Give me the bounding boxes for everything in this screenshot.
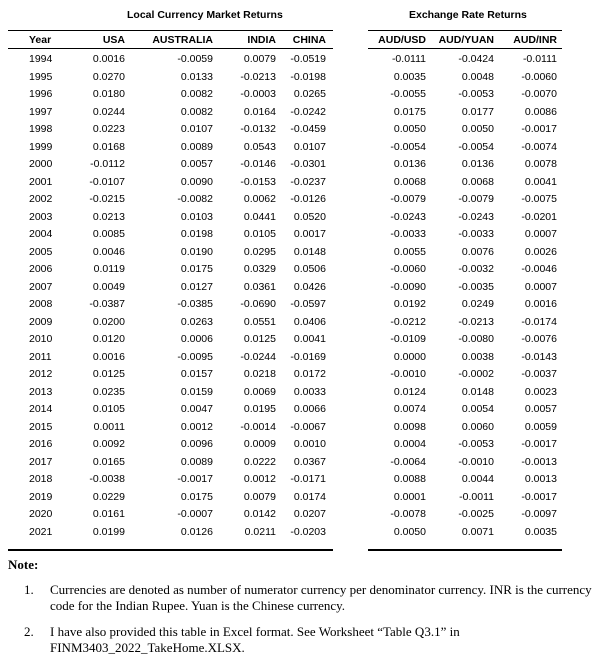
cell-year: 2005 bbox=[29, 245, 53, 258]
cell-australia: 0.0082 bbox=[180, 105, 213, 118]
cell-china: 0.0265 bbox=[293, 88, 326, 100]
cell-year: 2018 bbox=[29, 473, 53, 485]
table-row bbox=[0, 227, 612, 244]
cell-australia: 0.0190 bbox=[180, 245, 213, 258]
cell-aud-inr: 0.0013 bbox=[524, 473, 557, 485]
table-row bbox=[0, 367, 612, 384]
cell-aud-inr: 0.0016 bbox=[524, 298, 557, 310]
cell-year: 2020 bbox=[29, 508, 53, 520]
cell-usa: 0.0119 bbox=[93, 263, 125, 275]
table-row bbox=[0, 315, 612, 332]
note-item bbox=[8, 582, 604, 614]
cell-aud-usd: -0.0054 bbox=[390, 140, 426, 153]
cell-aud-usd: 0.0136 bbox=[393, 158, 426, 170]
cell-aud-usd: 0.0050 bbox=[393, 123, 426, 135]
table-row bbox=[0, 105, 612, 122]
cell-aud-yuan: -0.0002 bbox=[458, 368, 494, 380]
cell-india: 0.0079 bbox=[243, 490, 276, 503]
cell-australia: 0.0006 bbox=[180, 333, 213, 345]
top-rule-local bbox=[8, 30, 333, 31]
cell-aud-usd: 0.0192 bbox=[393, 298, 426, 310]
cell-usa: 0.0213 bbox=[92, 210, 125, 223]
cell-india: -0.0690 bbox=[240, 298, 276, 310]
cell-australia: -0.0007 bbox=[177, 508, 213, 520]
cell-australia: 0.0096 bbox=[180, 438, 213, 450]
cell-usa: 0.0085 bbox=[92, 228, 125, 240]
cell-australia: 0.0263 bbox=[180, 315, 213, 328]
cell-year: 2017 bbox=[29, 455, 53, 468]
cell-usa: 0.0105 bbox=[92, 403, 125, 415]
cell-aud-usd: -0.0033 bbox=[390, 228, 426, 240]
cell-aud-yuan: -0.0053 bbox=[458, 438, 494, 450]
cell-australia: 0.0157 bbox=[180, 368, 213, 380]
cell-aud-yuan: -0.0035 bbox=[458, 280, 494, 293]
cell-aud-yuan: -0.0010 bbox=[458, 455, 494, 468]
cell-aud-usd: 0.0050 bbox=[393, 525, 426, 538]
cell-aud-yuan: -0.0213 bbox=[458, 315, 494, 328]
table-row bbox=[0, 245, 612, 262]
cell-year: 2003 bbox=[29, 210, 53, 223]
table-row bbox=[0, 420, 612, 437]
cell-china: -0.0171 bbox=[290, 473, 326, 485]
cell-australia: 0.0126 bbox=[180, 525, 213, 538]
cell-year: 2004 bbox=[29, 228, 53, 240]
table-row bbox=[0, 297, 612, 314]
cell-india: 0.0125 bbox=[243, 333, 276, 345]
cell-usa: 0.0046 bbox=[92, 245, 125, 258]
table-row bbox=[0, 122, 612, 139]
cell-aud-inr: 0.0078 bbox=[524, 158, 557, 170]
cell-aud-usd: 0.0000 bbox=[393, 350, 426, 363]
cell-china: 0.0010 bbox=[293, 438, 326, 450]
cell-china: -0.0237 bbox=[290, 175, 326, 188]
cell-aud-inr: -0.0013 bbox=[521, 455, 557, 468]
table-row bbox=[0, 192, 612, 209]
cell-india: -0.0014 bbox=[240, 420, 276, 433]
cell-aud-inr: -0.0017 bbox=[521, 123, 557, 135]
cell-aud-usd: 0.0175 bbox=[393, 105, 426, 118]
cell-aud-usd: 0.0068 bbox=[393, 175, 426, 188]
cell-aud-usd: 0.0004 bbox=[393, 438, 426, 450]
cell-china: 0.0172 bbox=[293, 368, 326, 380]
note-number: 1. bbox=[24, 582, 34, 597]
cell-aud-inr: -0.0017 bbox=[521, 490, 557, 503]
cell-aud-inr: 0.0023 bbox=[524, 385, 557, 398]
table-row bbox=[0, 175, 612, 192]
cell-china: 0.0041 bbox=[293, 333, 326, 345]
cell-aud-yuan: 0.0249 bbox=[461, 298, 494, 310]
cell-aud-usd: 0.0074 bbox=[393, 403, 426, 415]
cell-australia: 0.0175 bbox=[180, 490, 213, 503]
cell-india: 0.0142 bbox=[243, 508, 276, 520]
cell-australia: 0.0107 bbox=[180, 123, 213, 135]
notes-title: Note: bbox=[8, 557, 39, 572]
cell-australia: -0.0082 bbox=[177, 193, 213, 205]
cell-aud-inr: -0.0070 bbox=[521, 88, 557, 100]
cell-aud-usd: -0.0060 bbox=[390, 263, 426, 275]
cell-india: 0.0012 bbox=[243, 473, 276, 485]
cell-year: 1997 bbox=[29, 105, 53, 118]
cell-year: 2002 bbox=[29, 193, 53, 205]
cell-usa: 0.0223 bbox=[92, 123, 125, 135]
cell-aud-inr: -0.0074 bbox=[521, 140, 557, 153]
cell-australia: -0.0095 bbox=[177, 350, 213, 363]
cell-usa: 0.0168 bbox=[92, 140, 125, 153]
cell-aud-yuan: 0.0060 bbox=[461, 420, 494, 433]
cell-aud-yuan: 0.0038 bbox=[461, 350, 494, 363]
cell-year: 2007 bbox=[29, 280, 53, 293]
cell-aud-yuan: -0.0080 bbox=[458, 333, 494, 345]
cell-china: 0.0506 bbox=[293, 263, 326, 275]
cell-usa: -0.0387 bbox=[89, 298, 125, 310]
note-text: Currencies are denoted as number of numerator currency per denominator currency. INR is the currency code for the Indian Rupee. Yuan is the Chinese currency. bbox=[50, 582, 592, 613]
cell-china: -0.0169 bbox=[290, 350, 326, 363]
cell-china: 0.0406 bbox=[293, 315, 326, 328]
table-row bbox=[0, 140, 612, 157]
cell-china: 0.0033 bbox=[293, 385, 326, 398]
cell-aud-inr: -0.0097 bbox=[521, 508, 557, 520]
cell-australia: 0.0090 bbox=[180, 175, 213, 188]
cell-aud-usd: -0.0010 bbox=[390, 368, 426, 380]
cell-aud-inr: 0.0086 bbox=[524, 105, 557, 118]
cell-australia: 0.0127 bbox=[180, 280, 213, 293]
cell-aud-inr: -0.0075 bbox=[521, 193, 557, 205]
cell-aud-usd: 0.0088 bbox=[393, 473, 426, 485]
cell-australia: 0.0133 bbox=[180, 70, 213, 83]
cell-australia: 0.0012 bbox=[180, 420, 213, 433]
cell-usa: 0.0016 bbox=[92, 53, 125, 65]
table-row bbox=[0, 385, 612, 402]
header-rule-local bbox=[8, 48, 333, 49]
cell-aud-usd: -0.0090 bbox=[390, 280, 426, 293]
cell-australia: 0.0082 bbox=[180, 88, 213, 100]
bottom-rule-local bbox=[8, 549, 333, 551]
cell-india: -0.0132 bbox=[240, 123, 276, 135]
local-returns-group-title: Local Currency Market Returns bbox=[127, 9, 283, 21]
table-row bbox=[0, 402, 612, 419]
header-usa: USA bbox=[102, 34, 125, 46]
fx-returns-group-title: Exchange Rate Returns bbox=[409, 9, 527, 21]
cell-aud-usd: -0.0109 bbox=[390, 333, 426, 345]
cell-aud-yuan: -0.0424 bbox=[458, 53, 494, 65]
header-aud-inr: AUD/INR bbox=[513, 34, 557, 46]
header-year: Year bbox=[29, 34, 52, 46]
cell-usa: 0.0011 bbox=[93, 420, 125, 433]
cell-australia: 0.0198 bbox=[180, 228, 213, 240]
cell-year: 2015 bbox=[29, 420, 53, 433]
cell-aud-usd: 0.0055 bbox=[393, 245, 426, 258]
cell-aud-inr: -0.0037 bbox=[521, 368, 557, 380]
table-row bbox=[0, 437, 612, 454]
cell-usa: 0.0125 bbox=[92, 368, 125, 380]
cell-aud-yuan: 0.0136 bbox=[461, 158, 494, 170]
table-row bbox=[0, 210, 612, 227]
cell-year: 2009 bbox=[29, 315, 53, 328]
notes-section bbox=[8, 557, 604, 656]
cell-australia: -0.0017 bbox=[177, 473, 213, 485]
cell-usa: 0.0049 bbox=[92, 280, 125, 293]
cell-year: 2021 bbox=[29, 525, 53, 538]
cell-aud-yuan: -0.0011 bbox=[459, 490, 494, 503]
cell-usa: 0.0199 bbox=[92, 525, 125, 538]
cell-year: 1996 bbox=[29, 88, 53, 100]
cell-aud-yuan: 0.0148 bbox=[461, 385, 494, 398]
cell-aud-yuan: 0.0177 bbox=[461, 105, 494, 118]
cell-aud-inr: -0.0076 bbox=[521, 333, 557, 345]
cell-india: 0.0079 bbox=[243, 53, 276, 65]
cell-india: 0.0329 bbox=[243, 263, 276, 275]
cell-year: 2016 bbox=[29, 438, 53, 450]
table-row bbox=[0, 455, 612, 472]
cell-usa: 0.0161 bbox=[92, 508, 125, 520]
table-row bbox=[0, 472, 612, 489]
cell-aud-yuan: 0.0071 bbox=[461, 525, 494, 538]
table-row bbox=[0, 332, 612, 349]
cell-aud-yuan: 0.0076 bbox=[461, 245, 494, 258]
cell-china: -0.0597 bbox=[290, 298, 326, 310]
cell-aud-yuan: -0.0032 bbox=[458, 263, 494, 275]
header-aud-yuan: AUD/YUAN bbox=[438, 34, 494, 46]
cell-usa: 0.0165 bbox=[92, 455, 125, 468]
cell-aud-inr: 0.0059 bbox=[524, 420, 557, 433]
cell-aud-yuan: 0.0068 bbox=[461, 175, 494, 188]
cell-aud-yuan: 0.0050 bbox=[461, 123, 494, 135]
cell-india: 0.0069 bbox=[243, 385, 276, 398]
cell-china: 0.0174 bbox=[293, 490, 326, 503]
cell-india: 0.0295 bbox=[243, 245, 276, 258]
cell-usa: 0.0180 bbox=[92, 88, 125, 100]
cell-australia: 0.0089 bbox=[180, 455, 213, 468]
cell-china: -0.0067 bbox=[290, 420, 326, 433]
cell-aud-yuan: 0.0048 bbox=[461, 70, 494, 83]
cell-india: 0.0222 bbox=[243, 455, 276, 468]
cell-aud-inr: 0.0007 bbox=[524, 228, 557, 240]
cell-china: -0.0301 bbox=[290, 158, 326, 170]
cell-india: 0.0361 bbox=[243, 280, 276, 293]
header-rule-fx bbox=[368, 48, 562, 49]
cell-australia: -0.0385 bbox=[177, 298, 213, 310]
cell-aud-inr: -0.0017 bbox=[521, 438, 557, 450]
cell-aud-yuan: -0.0079 bbox=[458, 193, 494, 205]
cell-aud-usd: -0.0243 bbox=[390, 210, 426, 223]
cell-year: 2008 bbox=[29, 298, 53, 310]
cell-china: -0.0242 bbox=[290, 105, 326, 118]
cell-china: 0.0207 bbox=[293, 508, 326, 520]
cell-aud-yuan: -0.0053 bbox=[458, 88, 494, 100]
cell-usa: -0.0107 bbox=[89, 175, 125, 188]
cell-usa: 0.0244 bbox=[92, 105, 125, 118]
table-row bbox=[0, 87, 612, 104]
cell-china: 0.0107 bbox=[293, 140, 326, 153]
cell-aud-inr: -0.0201 bbox=[521, 210, 557, 223]
cell-china: 0.0148 bbox=[293, 245, 326, 258]
cell-aud-inr: 0.0057 bbox=[524, 403, 557, 415]
cell-year: 1999 bbox=[29, 140, 53, 153]
table-row bbox=[0, 525, 612, 542]
cell-year: 2013 bbox=[29, 385, 53, 398]
cell-aud-inr: -0.0111 bbox=[522, 53, 557, 65]
cell-year: 2019 bbox=[29, 490, 53, 503]
header-china: CHINA bbox=[292, 34, 326, 46]
table-row bbox=[0, 490, 612, 507]
table-row bbox=[0, 280, 612, 297]
cell-aud-inr: -0.0174 bbox=[521, 315, 557, 328]
cell-china: -0.0519 bbox=[290, 53, 326, 65]
cell-aud-inr: 0.0026 bbox=[524, 245, 557, 258]
table-row bbox=[0, 350, 612, 367]
cell-india: 0.0164 bbox=[243, 105, 276, 118]
note-text: I have also provided this table in Excel format. See Worksheet “Table Q3.1” in FINM3403_2022_TakeHome.XLSX. bbox=[50, 624, 460, 655]
note-item bbox=[8, 624, 604, 656]
table-row bbox=[0, 507, 612, 524]
cell-usa: 0.0229 bbox=[92, 490, 125, 503]
cell-year: 1995 bbox=[29, 70, 53, 83]
cell-aud-yuan: -0.0025 bbox=[458, 508, 494, 520]
cell-year: 2006 bbox=[29, 263, 53, 275]
header-india: INDIA bbox=[247, 34, 276, 46]
cell-usa: -0.0038 bbox=[89, 473, 125, 485]
cell-aud-usd: -0.0064 bbox=[390, 455, 426, 468]
cell-aud-inr: -0.0046 bbox=[521, 263, 557, 275]
cell-china: 0.0426 bbox=[293, 280, 326, 293]
cell-aud-yuan: -0.0243 bbox=[458, 210, 494, 223]
cell-aud-usd: 0.0001 bbox=[393, 490, 426, 503]
cell-india: 0.0211 bbox=[244, 525, 276, 538]
cell-china: -0.0126 bbox=[290, 193, 326, 205]
bottom-rule-fx bbox=[368, 549, 562, 551]
cell-year: 2011 bbox=[29, 350, 52, 363]
table-row bbox=[0, 157, 612, 174]
header-aud-usd: AUD/USD bbox=[378, 34, 426, 46]
cell-aud-usd: 0.0124 bbox=[393, 385, 426, 398]
cell-year: 2014 bbox=[29, 403, 53, 415]
cell-year: 2001 bbox=[29, 175, 53, 188]
cell-india: -0.0003 bbox=[240, 88, 276, 100]
cell-china: -0.0459 bbox=[290, 123, 326, 135]
cell-india: -0.0244 bbox=[240, 350, 276, 363]
cell-aud-usd: -0.0078 bbox=[390, 508, 426, 520]
cell-china: 0.0066 bbox=[293, 403, 326, 415]
note-number: 2. bbox=[24, 624, 34, 639]
cell-aud-usd: 0.0098 bbox=[393, 420, 426, 433]
cell-usa: 0.0270 bbox=[92, 70, 125, 83]
cell-aud-usd: -0.0212 bbox=[390, 315, 426, 328]
cell-aud-inr: -0.0060 bbox=[521, 70, 557, 83]
cell-usa: 0.0120 bbox=[92, 333, 125, 345]
cell-aud-inr: 0.0041 bbox=[524, 175, 557, 188]
cell-india: 0.0105 bbox=[243, 228, 276, 240]
cell-year: 1994 bbox=[29, 53, 53, 65]
cell-aud-yuan: -0.0033 bbox=[458, 228, 494, 240]
cell-usa: 0.0016 bbox=[92, 350, 125, 363]
cell-usa: 0.0200 bbox=[92, 315, 125, 328]
cell-india: -0.0146 bbox=[240, 158, 276, 170]
cell-china: -0.0198 bbox=[290, 70, 326, 83]
cell-year: 2000 bbox=[29, 158, 53, 170]
cell-year: 2010 bbox=[29, 333, 53, 345]
cell-usa: 0.0235 bbox=[92, 385, 125, 398]
cell-australia: 0.0089 bbox=[180, 140, 213, 153]
cell-india: 0.0551 bbox=[243, 315, 276, 328]
cell-year: 2012 bbox=[29, 368, 53, 380]
cell-india: -0.0153 bbox=[240, 175, 276, 188]
cell-aud-inr: 0.0035 bbox=[524, 525, 557, 538]
cell-aud-usd: 0.0035 bbox=[393, 70, 426, 83]
table-row bbox=[0, 70, 612, 87]
cell-aud-usd: -0.0111 bbox=[391, 53, 426, 65]
cell-china: -0.0203 bbox=[290, 525, 326, 538]
cell-india: 0.0009 bbox=[243, 438, 276, 450]
cell-aud-yuan: -0.0054 bbox=[458, 140, 494, 153]
header-australia: AUSTRALIA bbox=[152, 34, 213, 46]
cell-india: 0.0195 bbox=[243, 403, 276, 415]
cell-australia: 0.0175 bbox=[180, 263, 213, 275]
cell-australia: 0.0103 bbox=[180, 210, 213, 223]
cell-usa: -0.0112 bbox=[90, 158, 125, 170]
cell-australia: -0.0059 bbox=[177, 53, 213, 65]
cell-aud-usd: -0.0079 bbox=[390, 193, 426, 205]
cell-year: 1998 bbox=[29, 123, 53, 135]
cell-china: 0.0367 bbox=[293, 455, 326, 468]
table-row bbox=[0, 262, 612, 279]
cell-aud-yuan: 0.0044 bbox=[461, 473, 494, 485]
table-row bbox=[0, 52, 612, 69]
cell-india: -0.0213 bbox=[240, 70, 276, 83]
cell-india: 0.0441 bbox=[243, 210, 276, 223]
cell-australia: 0.0047 bbox=[180, 403, 213, 415]
cell-india: 0.0062 bbox=[243, 193, 276, 205]
top-rule-fx bbox=[368, 30, 562, 31]
cell-usa: -0.0215 bbox=[89, 193, 125, 205]
cell-aud-inr: -0.0143 bbox=[521, 350, 557, 363]
cell-aud-inr: 0.0007 bbox=[524, 280, 557, 293]
cell-australia: 0.0057 bbox=[180, 158, 213, 170]
cell-aud-yuan: 0.0054 bbox=[461, 403, 494, 415]
cell-china: 0.0520 bbox=[293, 210, 326, 223]
cell-china: 0.0017 bbox=[293, 228, 326, 240]
cell-australia: 0.0159 bbox=[180, 385, 213, 398]
cell-india: 0.0543 bbox=[243, 140, 276, 153]
cell-india: 0.0218 bbox=[243, 368, 276, 380]
cell-aud-usd: -0.0055 bbox=[390, 88, 426, 100]
cell-usa: 0.0092 bbox=[92, 438, 125, 450]
